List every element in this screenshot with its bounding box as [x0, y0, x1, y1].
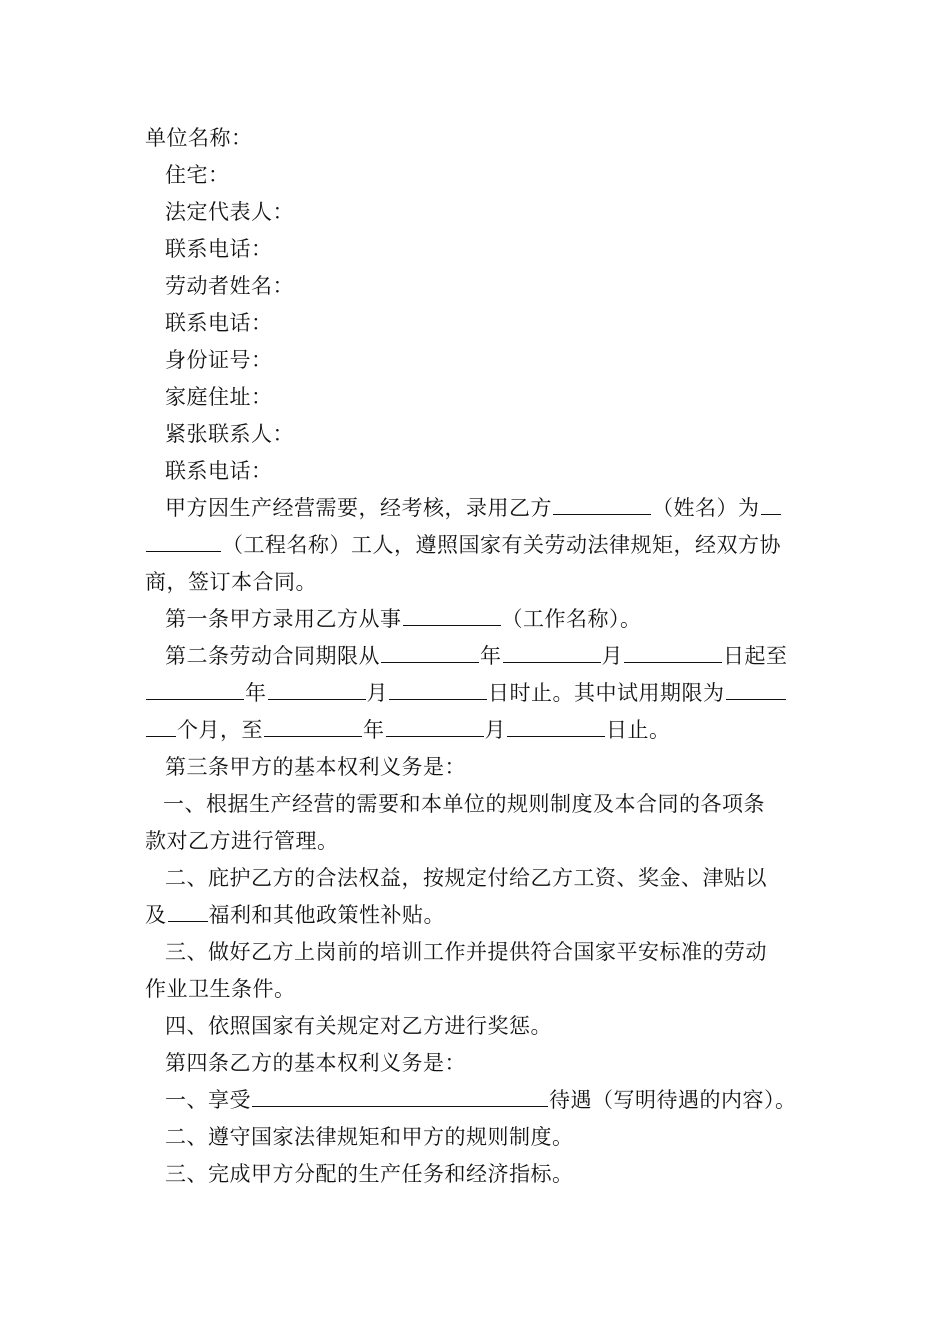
year-label: 年 — [363, 718, 385, 742]
article2-line-3 — [145, 712, 815, 749]
worker-name-label: 劳动者姓名： — [165, 274, 294, 298]
article1-line — [145, 601, 815, 638]
article3-text: 及 — [145, 903, 167, 927]
article3-text: 作业卫生条件。 — [145, 977, 296, 1001]
end-day-blank[interactable] — [389, 679, 487, 700]
article1-text: （工作名称）。 — [501, 607, 642, 631]
article1-text: 第一条甲方录用乙方从事 — [165, 607, 402, 631]
article3-title — [145, 749, 815, 786]
article2-text: 日时止。其中试用期限为 — [488, 681, 725, 705]
id-number-label: 身份证号： — [165, 348, 273, 372]
start-month-blank[interactable] — [503, 642, 601, 663]
probation-day-blank[interactable] — [507, 716, 605, 737]
home-address-label: 家庭住址： — [165, 385, 273, 409]
article3-title-text: 第三条甲方的基本权利义务是： — [165, 755, 466, 779]
article4-item3 — [145, 1156, 815, 1193]
article4-text: 三、完成甲方分配的生产任务和经济指标。 — [165, 1162, 574, 1186]
article4-text: 待遇（写明待遇的内容）。 — [549, 1088, 797, 1112]
article3-item1-b — [145, 823, 815, 860]
article3-text: 福利和其他政策性补贴。 — [208, 903, 445, 927]
article2-text: 第二条劳动合同期限从 — [165, 644, 380, 668]
start-year-blank[interactable] — [381, 642, 479, 663]
intro-line-2 — [145, 527, 815, 564]
article4-text: 一、享受 — [165, 1088, 251, 1112]
month-label: 月 — [484, 718, 506, 742]
phone-label-3: 联系电话： — [165, 459, 273, 483]
article3-item4 — [145, 1008, 815, 1045]
phone-field-1 — [145, 231, 815, 268]
article4-title — [145, 1045, 815, 1082]
article2-text: 个月，至 — [177, 718, 263, 742]
article3-item1-a — [145, 786, 815, 823]
id-number-field — [145, 342, 815, 379]
legal-rep-label: 法定代表人： — [165, 200, 294, 224]
article2-line-1 — [145, 638, 815, 675]
welfare-blank[interactable] — [168, 901, 208, 922]
phone-field-3 — [145, 453, 815, 490]
contract-document — [145, 120, 815, 1193]
unit-name-field — [145, 120, 815, 157]
intro-line-1 — [145, 490, 815, 527]
article4-item1 — [145, 1082, 815, 1119]
article3-text: 一、根据生产经营的需要和本单位的规则制度及本合同的各项条 — [163, 792, 765, 816]
name-blank[interactable] — [553, 494, 651, 515]
year-label: 年 — [245, 681, 267, 705]
legal-rep-field — [145, 194, 815, 231]
worker-name-field — [145, 268, 815, 305]
phone-label-1: 联系电话： — [165, 237, 273, 261]
article3-item3-b — [145, 971, 815, 1008]
intro-line-3 — [145, 564, 815, 601]
article2-line-2 — [145, 675, 815, 712]
phone-field-2 — [145, 305, 815, 342]
month-label: 月 — [366, 681, 388, 705]
intro-text: 甲方因生产经营需要，经考核，录用乙方 — [165, 496, 552, 520]
emergency-contact-field — [145, 416, 815, 453]
month-label: 月 — [601, 644, 623, 668]
article3-text: 款对乙方进行管理。 — [145, 829, 339, 853]
article3-text: 三、做好乙方上岗前的培训工作并提供符合国家平安标准的劳动 — [165, 940, 767, 964]
article4-title-text: 第四条乙方的基本权利义务是： — [165, 1051, 466, 1075]
job-title-blank[interactable] — [403, 605, 501, 626]
article2-text: 日起至 — [723, 644, 788, 668]
year-label: 年 — [480, 644, 502, 668]
article3-text: 二、庇护乙方的合法权益，按规定付给乙方工资、奖金、津贴以 — [165, 866, 767, 890]
intro-text: 商，签订本合同。 — [145, 570, 317, 594]
emergency-contact-label: 紧张联系人： — [165, 422, 294, 446]
end-year-blank[interactable] — [146, 679, 244, 700]
article3-item2-b — [145, 897, 815, 934]
article3-item3-a — [145, 934, 815, 971]
home-address-field — [145, 379, 815, 416]
residence-label: 住宅： — [165, 163, 230, 187]
article2-text: 日止。 — [606, 718, 671, 742]
benefits-blank[interactable] — [252, 1086, 548, 1107]
probation-month-blank[interactable] — [386, 716, 484, 737]
end-month-blank[interactable] — [268, 679, 366, 700]
phone-label-2: 联系电话： — [165, 311, 273, 335]
probation-blank-end[interactable] — [146, 716, 176, 737]
probation-year-blank[interactable] — [264, 716, 362, 737]
article3-item2-a — [145, 860, 815, 897]
project-blank-start[interactable] — [761, 494, 781, 515]
project-blank-end[interactable] — [146, 531, 221, 552]
residence-field — [145, 157, 815, 194]
unit-name-label: 单位名称： — [145, 126, 253, 150]
article4-item2 — [145, 1119, 815, 1156]
intro-text: （工程名称）工人，遵照国家有关劳动法律规矩，经双方协 — [222, 533, 781, 557]
start-day-blank[interactable] — [624, 642, 722, 663]
article3-text: 四、依照国家有关规定对乙方进行奖惩。 — [165, 1014, 552, 1038]
article4-text: 二、遵守国家法律规矩和甲方的规则制度。 — [165, 1125, 574, 1149]
intro-text: （姓名）为 — [652, 496, 760, 520]
probation-blank-start[interactable] — [726, 679, 786, 700]
